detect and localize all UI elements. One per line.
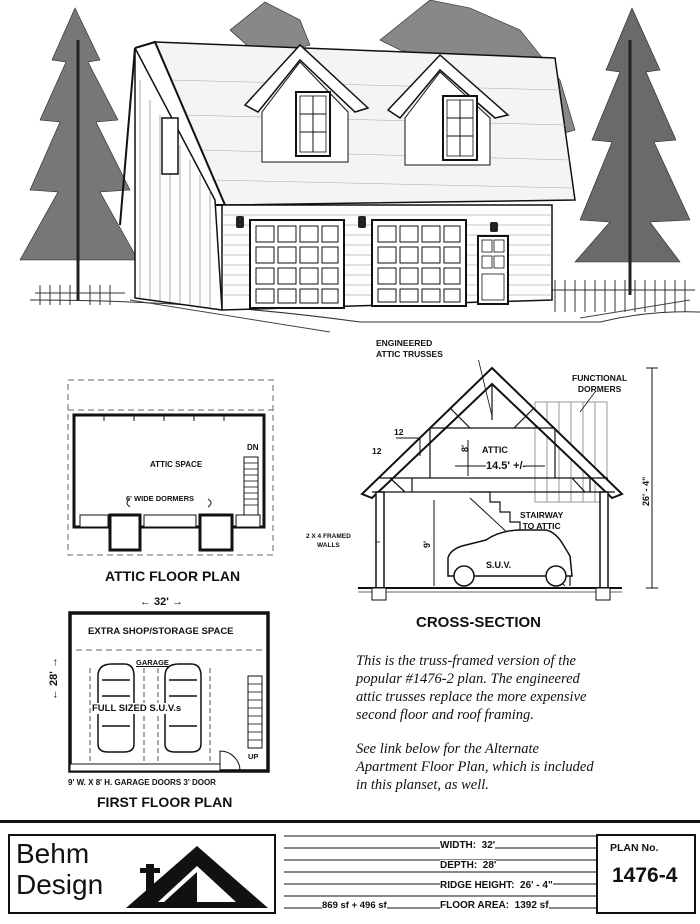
garage-door-right: [372, 220, 466, 306]
description-paragraph-1: This is the truss-framed version of the popular #1476-2 plan. The engineered attic trusses replace the more expensive second floor and roof framing.: [356, 653, 587, 723]
fence-left: [35, 285, 125, 305]
cross-section-drawing: [350, 360, 670, 610]
attic-height-label: 8': [460, 444, 470, 452]
garage-door-left: [250, 220, 344, 308]
plan-number: 1476-4: [612, 864, 678, 887]
entry-door: [478, 236, 508, 304]
wall-height-label: 9': [422, 540, 432, 548]
engineered-trusses-label: ENGINEERED ATTIC TRUSSES: [376, 338, 443, 359]
garage-label: GARAGE: [136, 658, 169, 667]
attic-dn-label: DN: [247, 443, 259, 452]
pitch-top-label: 12: [394, 427, 404, 437]
company-logo-text: Behm Design: [16, 838, 104, 900]
wide-dormers-label: 6' WIDE DORMERS: [126, 494, 195, 503]
functional-dormers-label: FUNCTIONAL DORMERS: [572, 373, 628, 394]
attic-label: ATTIC: [482, 445, 508, 455]
depth-spec: DEPTH: 28': [440, 860, 497, 871]
attic-floor-plan-title: ATTIC FLOOR PLAN: [105, 568, 241, 584]
width-dimension: ← 32' →: [140, 596, 183, 608]
floor-area-spec: FLOOR AREA: 1392 sf: [440, 900, 549, 911]
stairway-label: STAIRWAY TO ATTIC: [520, 510, 564, 531]
depth-dimension: ← 28' →: [48, 657, 60, 700]
fence-right: [550, 280, 695, 312]
area-breakdown: 869 sf + 496 sf: [322, 900, 387, 911]
gable-window: [162, 118, 178, 174]
tree-right: [575, 8, 690, 295]
tree-left: [20, 8, 138, 300]
garage-perspective-illustration: [0, 0, 700, 335]
attic-space-label: ATTIC SPACE: [150, 460, 203, 469]
garage-doors-label: 9' W. X 8' H. GARAGE DOORS 3' DOOR: [68, 778, 216, 787]
full-sized-suvs-label: FULL SIZED S.U.V.s: [92, 703, 182, 714]
ridge-height-spec: RIDGE HEIGHT: 26' - 4": [440, 880, 553, 891]
width-spec: WIDTH: 32': [440, 840, 496, 851]
first-floor-plan-title: FIRST FLOOR PLAN: [97, 794, 233, 810]
overall-height-label: 26' - 4": [641, 476, 651, 506]
plan-no-label: PLAN No.: [610, 842, 659, 854]
description-paragraph-2: See link below for the Alternate Apartment Floor Plan, which is included in this planset, as well.: [356, 741, 594, 793]
shop-storage-label: EXTRA SHOP/STORAGE SPACE: [88, 626, 234, 637]
attic-width-label: 14.5' +/-: [486, 460, 527, 472]
pitch-side-label: 12: [372, 446, 382, 456]
cross-section-title: CROSS-SECTION: [416, 614, 542, 631]
up-label: UP: [248, 752, 259, 761]
behm-design-logo-icon: [124, 842, 270, 910]
tree-back-center: [230, 2, 310, 50]
suv-label: S.U.V.: [486, 560, 512, 570]
framed-walls-label: 2 X 4 FRAMED WALLS: [306, 533, 351, 549]
